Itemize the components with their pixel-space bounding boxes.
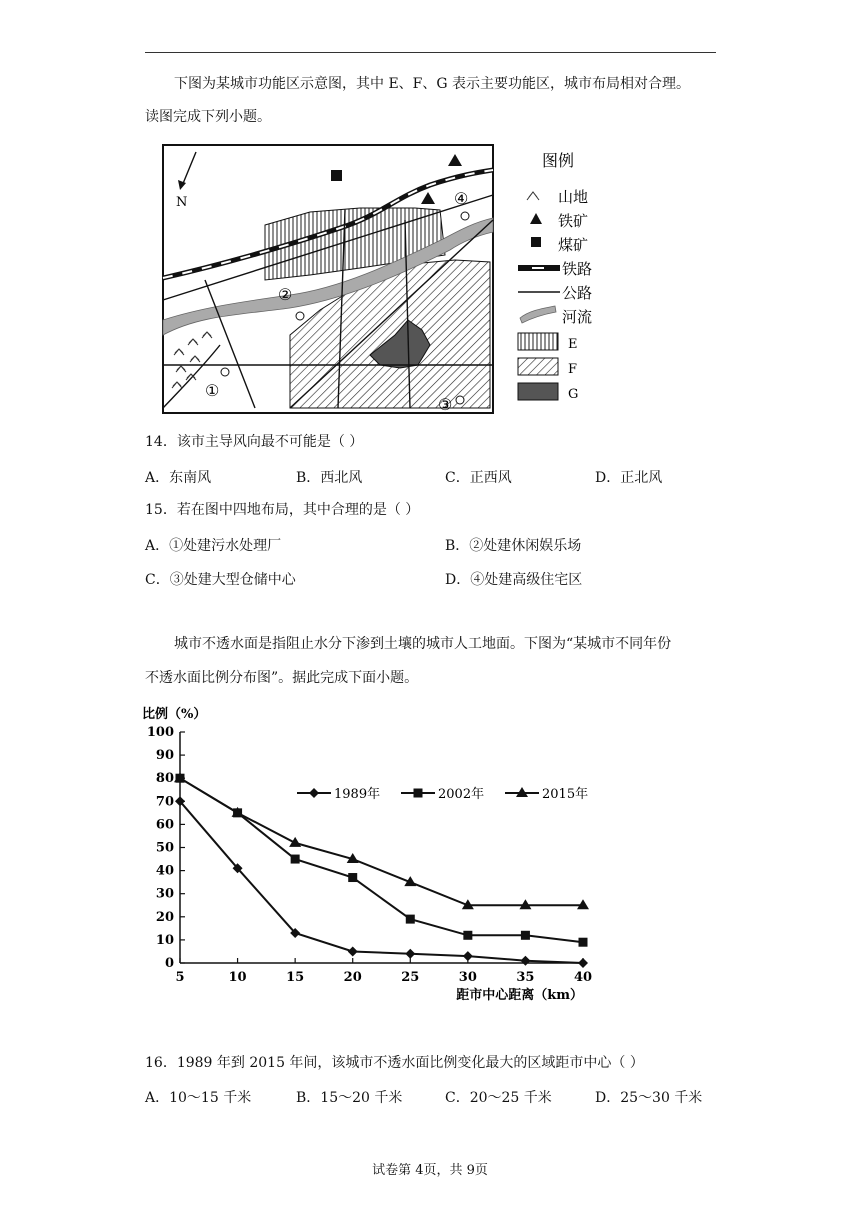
q14-stem: 14．该市主导风向最不可能是（ ） (145, 434, 364, 450)
y-tick-label: 0 (164, 956, 174, 971)
data-point-0-7 (578, 958, 588, 968)
q15-stem: 15．若在图中四地布局，其中合理的是（ ） (145, 502, 420, 518)
group1-intro-line2: 读图完成下列小题。 (145, 109, 271, 125)
y-tick-label: 50 (155, 840, 174, 856)
site-4-label: ④ (454, 189, 469, 208)
data-point-2-2 (289, 837, 301, 847)
page-footer: 试卷第 4页，共 9页 (372, 1163, 488, 1178)
legend-E-swatch (518, 333, 558, 350)
data-point-1-5 (463, 931, 472, 940)
q16-option-c[interactable]: C．20～25 千米 (445, 1090, 552, 1106)
legend-F-swatch (518, 358, 558, 375)
legend-G-swatch (518, 383, 558, 400)
y-tick-label: 80 (155, 771, 174, 787)
q14-option-b[interactable]: B．西北风 (296, 470, 363, 486)
y-axis-label: 比例（%） (142, 707, 207, 722)
x-tick-label: 25 (401, 970, 420, 985)
data-point-1-6 (521, 931, 530, 940)
legend-label-0: 1989年 (334, 787, 381, 802)
y-tick-label: 20 (155, 909, 174, 925)
legend-river-icon (520, 306, 556, 323)
y-tick-label: 30 (155, 886, 174, 902)
site-2-label: ② (278, 285, 293, 304)
legend-label-E: E (568, 337, 578, 352)
legend-label-F: F (568, 362, 578, 377)
y-tick-label: 100 (146, 725, 174, 740)
group1-intro-line1: 下图为某城市功能区示意图，其中 E、F、G 表示主要功能区，城市布局相对合理。 (174, 76, 691, 92)
y-tick-label: 90 (155, 748, 174, 764)
legend-railway-icon (518, 265, 560, 271)
legend-label-2: 2015年 (542, 787, 589, 802)
north-label: N (176, 195, 188, 210)
data-point-1-2 (291, 855, 300, 864)
q16-stem: 16．1989 年到 2015 年间，该城市不透水面比例变化最大的区域距市中心（ ） (145, 1055, 644, 1071)
legend-label-mountain: 山地 (558, 188, 589, 206)
impervious-surface-chart (140, 700, 610, 1010)
coal-mine-marker (331, 170, 342, 181)
legend-label-coal: 煤矿 (558, 236, 589, 254)
legend-marker-1 (414, 789, 423, 798)
q15-option-d[interactable]: D．④处建高级住宅区 (445, 572, 583, 588)
x-tick-label: 5 (175, 970, 185, 985)
q16-option-d[interactable]: D．25～30 千米 (595, 1090, 703, 1106)
legend-label-iron: 铁矿 (558, 212, 589, 230)
y-tick-label: 10 (155, 932, 174, 948)
x-tick-label: 10 (228, 970, 247, 985)
legend-label-G: G (568, 387, 579, 402)
legend-mountain-icon (527, 192, 539, 200)
q14-option-c[interactable]: C．正西风 (445, 470, 512, 486)
legend-label-1: 2002年 (438, 787, 485, 802)
legend-label-railway: 铁路 (562, 260, 593, 278)
data-point-1-4 (406, 915, 415, 924)
legend-label-road: 公路 (562, 284, 593, 302)
x-tick-label: 15 (286, 970, 305, 985)
data-point-0-3 (348, 946, 358, 956)
legend-title: 图例 (542, 151, 575, 170)
x-tick-label: 20 (343, 970, 362, 985)
y-tick-label: 40 (155, 863, 174, 879)
legend-coal-icon (531, 237, 541, 247)
data-point-0-4 (405, 949, 415, 959)
x-tick-label: 35 (516, 970, 535, 985)
group2-intro-line2: 不透水面比例分布图”。据此完成下面小题。 (145, 670, 419, 686)
x-axis-label: 距市中心距离（km） (456, 988, 583, 1003)
series-line-2 (180, 778, 583, 905)
q14-option-d[interactable]: D．正北风 (595, 470, 663, 486)
q15-option-c[interactable]: C．③处建大型仓储中心 (145, 572, 296, 588)
site-3-label: ③ (438, 395, 453, 414)
data-point-0-5 (463, 951, 473, 961)
series-line-1 (180, 778, 583, 942)
data-point-1-3 (348, 873, 357, 882)
group2-intro-line1: 城市不透水面是指阻止水分下渗到土壤的城市人工地面。下图为“某城市不同年份 (174, 636, 672, 652)
legend-iron-icon (530, 213, 542, 224)
y-tick-label: 60 (155, 817, 174, 833)
city-function-map (160, 140, 620, 418)
site-3-dot (456, 396, 464, 404)
q16-option-a[interactable]: A．10～15 千米 (145, 1090, 252, 1106)
legend-label-river: 河流 (562, 308, 593, 326)
site-1-label: ① (205, 381, 220, 400)
q14-option-a[interactable]: A．东南风 (145, 470, 212, 486)
data-point-0-6 (520, 956, 530, 966)
q15-option-a[interactable]: A．①处建污水处理厂 (145, 538, 282, 554)
site-2-dot (296, 312, 304, 320)
site-1-dot (221, 368, 229, 376)
site-4-dot (461, 212, 469, 220)
q16-option-b[interactable]: B．15～20 千米 (296, 1090, 403, 1106)
legend-marker-0 (309, 788, 319, 798)
header-rule (145, 52, 716, 53)
x-tick-label: 40 (573, 970, 593, 985)
x-tick-label: 30 (458, 970, 477, 985)
data-point-1-7 (579, 938, 588, 947)
q15-option-b[interactable]: B．②处建休闲娱乐场 (445, 538, 582, 554)
y-tick-label: 70 (155, 794, 174, 810)
